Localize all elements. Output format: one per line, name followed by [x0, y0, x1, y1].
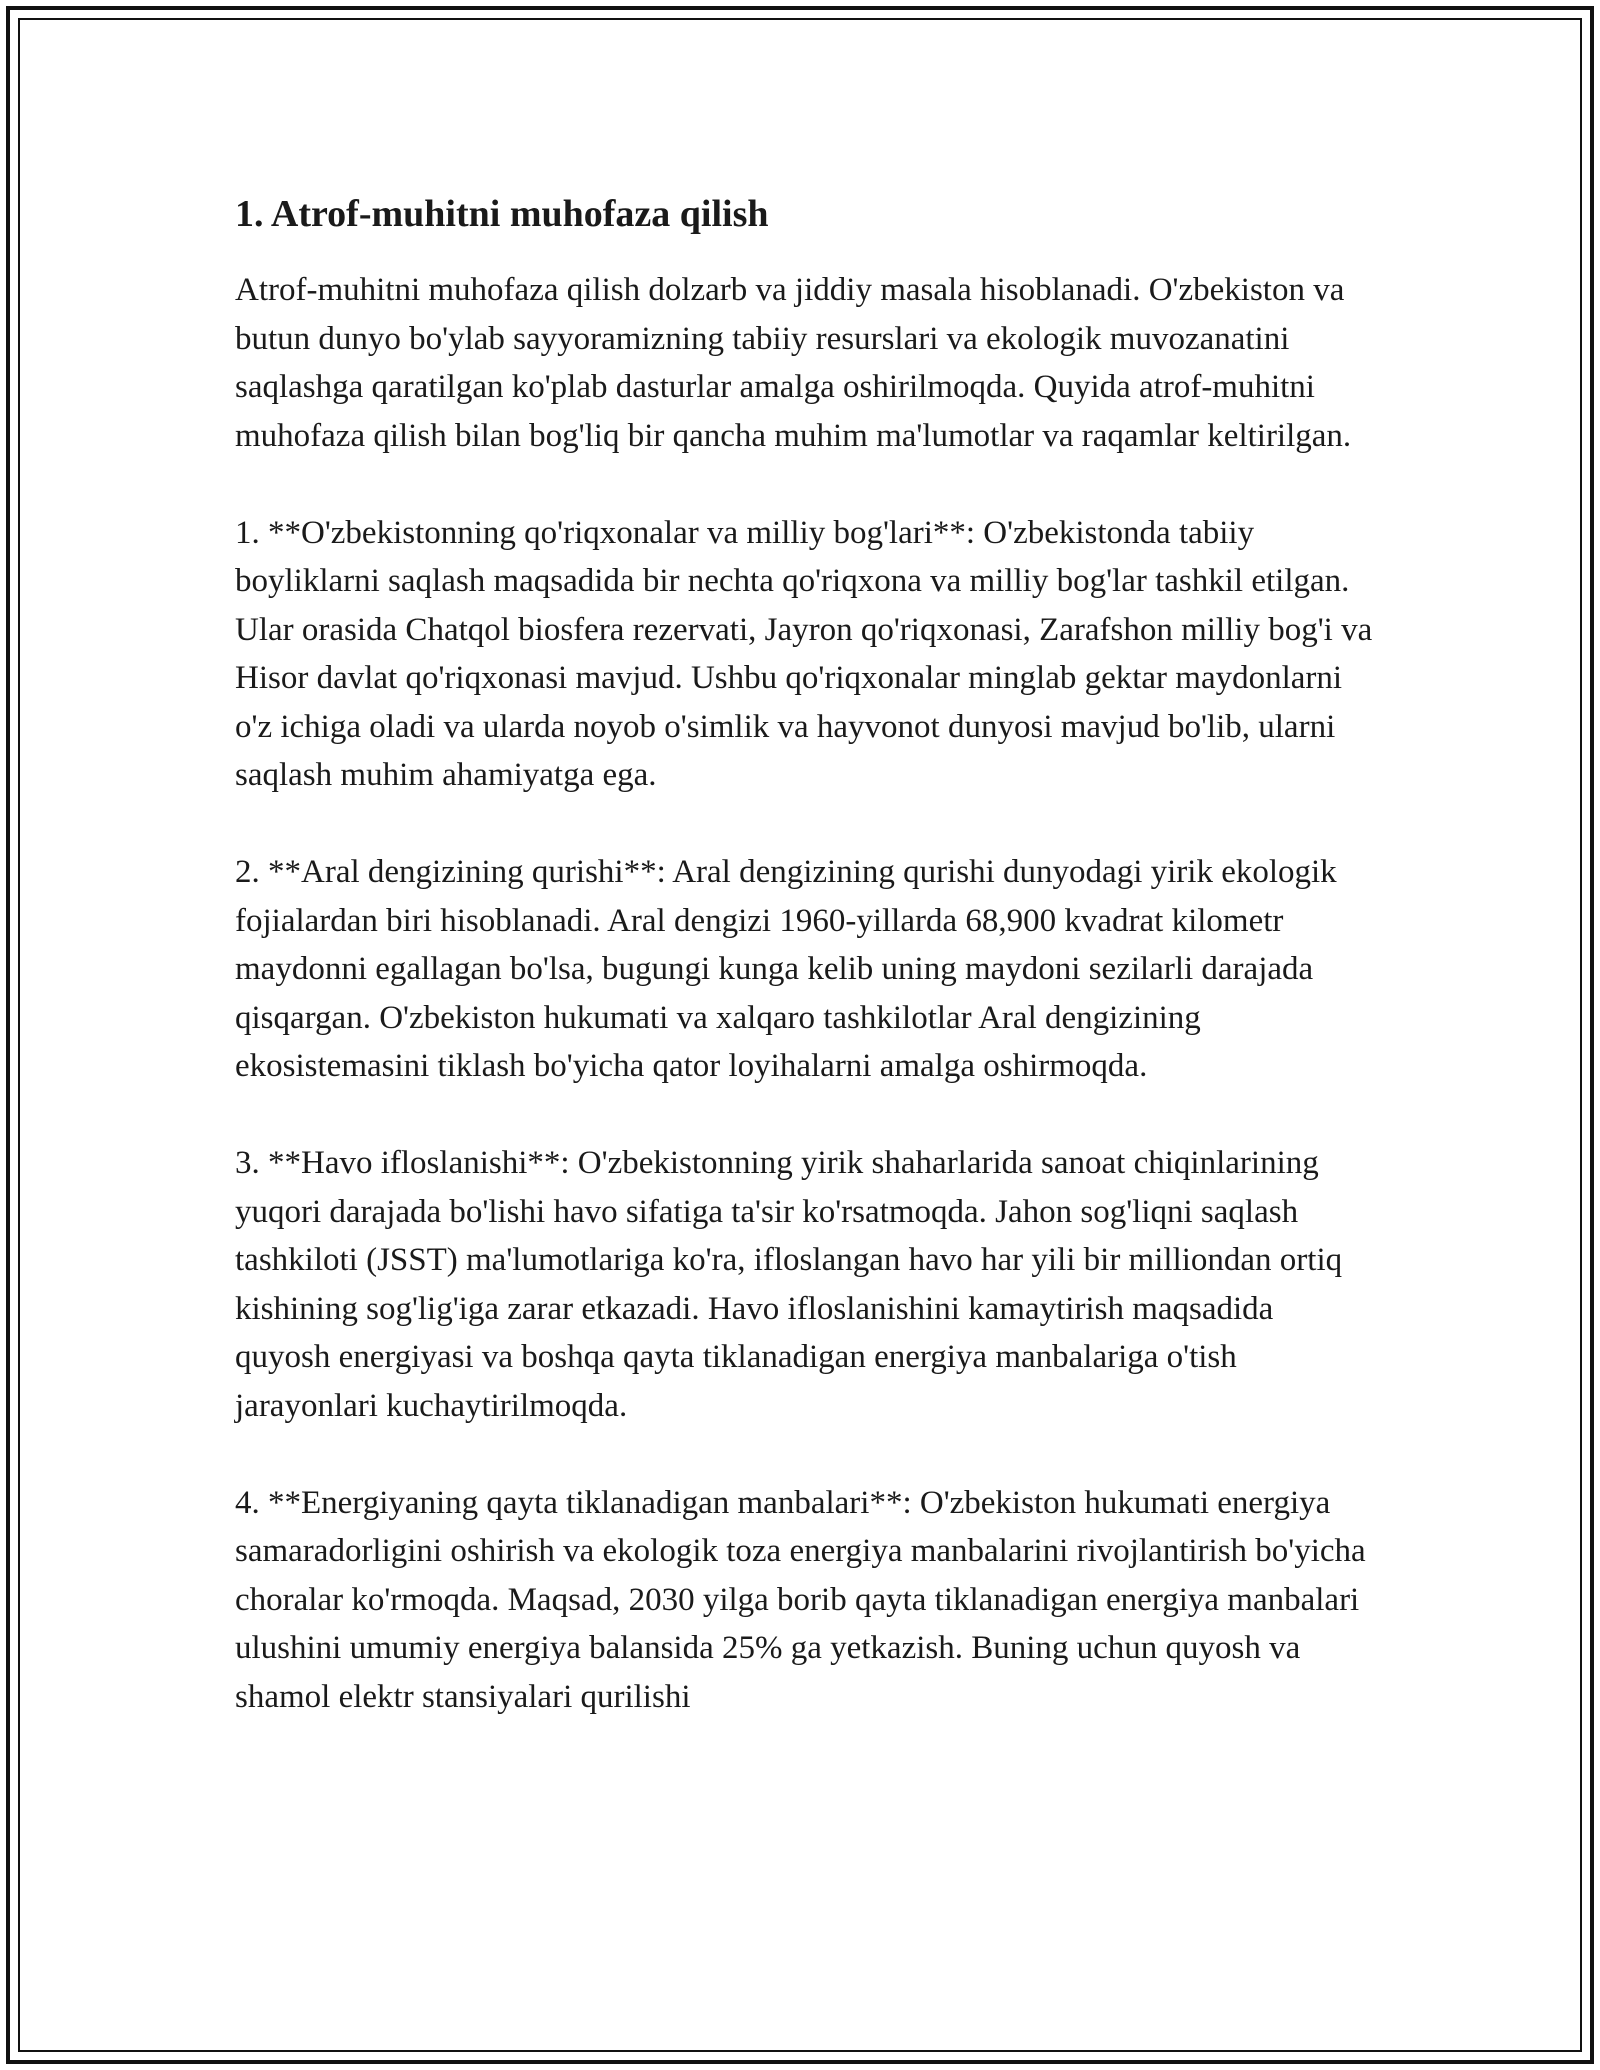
section-title: 1. Atrof-muhitni muhofaza qilish	[235, 193, 769, 235]
paragraph-aral-sea: 2. **Aral dengizining qurishi**: Aral dengizining qurishi dunyodagi yirik ekologik fojialardan biri hisoblanadi. Aral dengizi 1960-yillarda 68,900 kvadrat kilometr maydonni egallagan bo'lsa, bugungi kunga kelib uning maydoni sezilarli darajada qisqargan. O'zbekiston hukumati va xalqaro tashkilotlar Aral dengizining ekosistemasini tiklash bo'yicha qator loyihalarni amalga oshirmoqda.	[235, 854, 1337, 1084]
paragraph-renewable-energy: 4. **Energiyaning qayta tiklanadigan manbalari**: O'zbekiston hukumati energiya samaradorligini oshirish va ekologik toza energiya manbalarini rivojlantirish bo'yicha choralar ko'rmoqda. Maqsad, 2030 yilga borib qayta tiklanadigan energiya manbalari ulushini umumiy energiya balansida 25% ga yetkazish. Buning uchun quyosh va shamol elektr stansiyalari qurilishi	[235, 1484, 1366, 1715]
intro-paragraph: Atrof-muhitni muhofaza qilish dolzarb va jiddiy masala hisoblanadi. O'zbekiston va butun dunyo bo'ylab sayyoramizning tabiiy resurslari va ekologik muvozanatini saqlashga qaratilgan ko'plab dasturlar amalga oshirilmoqda. Quyida atrof-muhitni muhofaza qilish bilan bog'liq bir qancha muhim ma'lumotlar va raqamlar keltirilgan.	[235, 272, 1352, 454]
document-body	[235, 188, 1375, 1770]
paragraph-air-pollution: 3. **Havo ifloslanishi**: O'zbekistonning yirik shaharlarida sanoat chiqinlarining yuqori darajada bo'lishi havo sifatiga ta'sir ko'rsatmoqda. Jahon sog'liqni saqlash tashkiloti (JSST) ma'lumotlariga ko'ra, ifloslangan havo har yili bir milliondan ortiq kishining sog'lig'iga zarar etkazadi. Havo ifloslanishini kamaytirish maqsadida quyosh energiyasi va boshqa qayta tiklanadigan energiya manbalariga o'tish jarayonlari kuchaytirilmoqda.	[235, 1145, 1343, 1424]
paragraph-reserves: 1. **O'zbekistonning qo'riqxonalar va milliy bog'lari**: O'zbekistonda tabiiy boyliklarni saqlash maqsadida bir nechta qo'riqxona va milliy bog'lar tashkil etilgan. Ular orasida Chatqol biosfera rezervati, Jayron qo'riqxonasi, Zarafshon milliy bog'i va Hisor davlat qo'riqxonasi mavjud. Ushbu qo'riqxonalar minglab gektar maydonlarni o'z ichiga oladi va ularda noyob o'simlik va hayvonot dunyosi mavjud bo'lib, ularni saqlash muhim ahamiyatga ega.	[235, 514, 1373, 793]
